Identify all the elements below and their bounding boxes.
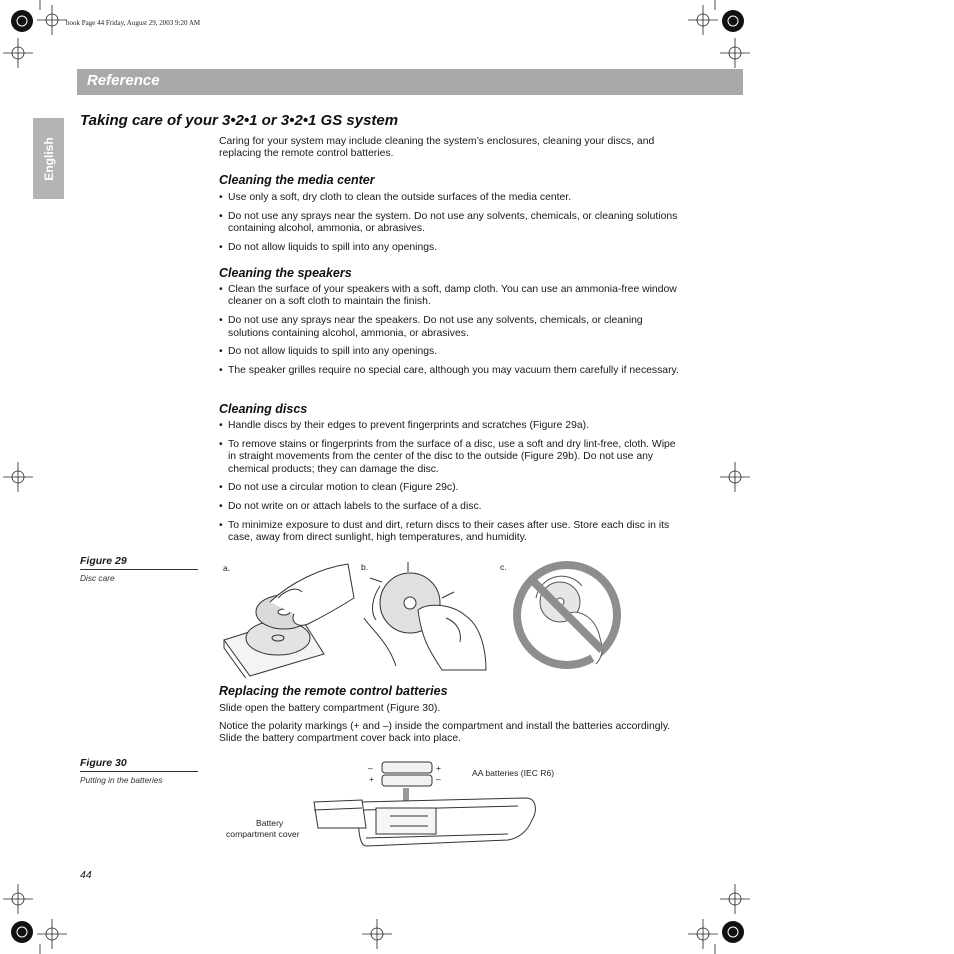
batteries-paragraph-1: Slide open the battery compartment (Figure 30). — [219, 703, 441, 714]
crop-mark-mr — [720, 38, 750, 68]
polarity-plus-top: + — [436, 763, 442, 773]
intro-paragraph: Caring for your system may include cleaning the system’s enclosures, cleaning your discs, and replacing the remote control batteries. — [219, 136, 655, 160]
language-tab-label: English — [41, 136, 56, 181]
cover-label-line-2: compartment cover — [226, 829, 300, 839]
list-item: • Clean the surface of your speakers with a soft, damp cloth. You can use an ammonia-free window cleaner on a soft cloth to maintain the finish. — [219, 284, 679, 309]
battery-cover — [314, 800, 366, 828]
page-number: 44 — [80, 869, 92, 881]
section-heading-speakers: Cleaning the speakers — [219, 266, 352, 280]
section-heading-batteries: Replacing the remote control batteries — [219, 684, 448, 698]
figure-29-label: Figure 29 — [80, 555, 198, 570]
print-slug: book Page 44 Friday, August 29, 2003 9:20 AM — [66, 19, 201, 27]
figure-29-panel-a-label: a. — [223, 563, 231, 573]
disc-handling-illustration — [220, 558, 360, 678]
list-item: • Do not allow liquids to spill into any openings. — [219, 346, 679, 358]
figure-30-caption: Putting in the batteries — [80, 775, 163, 785]
figure-30-label: Figure 30 — [80, 757, 198, 772]
list-item: • Do not use a circular motion to clean (Figure 29c). — [219, 482, 679, 494]
list-item: • Do not use any sprays near the system. Do not use any solvents, chemicals, or cleaning solutions containing alcohol, ammonia, or abrasives. — [219, 211, 679, 236]
list-item: • Do not write on or attach labels to the surface of a disc. — [219, 501, 679, 513]
crop-mark-br — [720, 884, 750, 914]
section-heading-media-center: Cleaning the media center — [219, 173, 375, 187]
battery-type-label: AA batteries (IEC R6) — [472, 768, 555, 778]
cover-label-line-1: Battery — [256, 818, 284, 828]
list-item: • To remove stains or fingerprints from the surface of a disc, use a soft and dry lint-free, cloth. Wipe in straight movements from the center of the disc to the outside (Figure 29b). Do not use any chemical products; they can damage the disc. — [219, 439, 679, 476]
battery-compartment — [376, 808, 436, 834]
list-item: • The speaker grilles require no special care, although you may vacuum them carefully if necessary. — [219, 365, 679, 377]
remote-battery-illustration — [300, 758, 540, 854]
section-header-title: Reference — [87, 72, 160, 89]
crop-mark-tl — [37, 5, 67, 35]
crop-mark-bottom-1 — [37, 919, 67, 949]
bullet-list-speakers — [219, 284, 679, 384]
figure-29-panel-c-label: c. — [500, 562, 507, 572]
crop-mark-left-mid — [3, 462, 33, 492]
polarity-minus-bottom: – — [436, 774, 441, 784]
list-item: • Do not allow liquids to spill into any openings. — [219, 242, 679, 254]
crop-mark-tr — [688, 5, 718, 35]
crop-mark-bl — [3, 884, 33, 914]
section-header-bar — [77, 69, 743, 95]
bullet-list-discs — [219, 420, 679, 551]
polarity-plus-bottom: + — [369, 774, 375, 784]
crop-mark-bottom-3 — [688, 919, 718, 949]
list-item: • Handle discs by their edges to prevent fingerprints and scratches (Figure 29a). — [219, 420, 679, 432]
list-item: • To minimize exposure to dust and dirt, return discs to their cases after use. Store each disc in its case, away from direct sunlight, high temperatures, and humidity. — [219, 520, 679, 545]
section-heading-discs: Cleaning discs — [219, 402, 308, 416]
batteries-paragraph-2: Notice the polarity markings (+ and –) inside the compartment and install the batteries accordingly. Slide the battery compartment cover back into place. — [219, 721, 671, 745]
figure-29-caption: Disc care — [80, 573, 115, 583]
polarity-minus-top: – — [368, 763, 373, 773]
page-title: Taking care of your 3•2•1 or 3•2•1 GS system — [80, 112, 399, 129]
list-item: • Do not use any sprays near the speakers. Do not use any solvents, chemicals, or cleaning solutions containing alcohol, ammonia, or abrasives. — [219, 315, 679, 340]
disc-wiping-illustration — [362, 558, 492, 674]
list-item: • Use only a soft, dry cloth to clean the outside surfaces of the media center. — [219, 192, 679, 204]
battery-top — [382, 762, 432, 773]
language-tab — [33, 118, 64, 199]
crop-mark-ml — [3, 38, 33, 68]
bullet-list-media-center — [219, 192, 679, 261]
crop-mark-right-mid — [720, 462, 750, 492]
battery-bottom — [382, 775, 432, 786]
figure-29-panel-b-label: b. — [361, 562, 369, 572]
no-circular-motion-illustration — [510, 558, 626, 672]
crop-mark-bottom-2 — [362, 919, 392, 949]
